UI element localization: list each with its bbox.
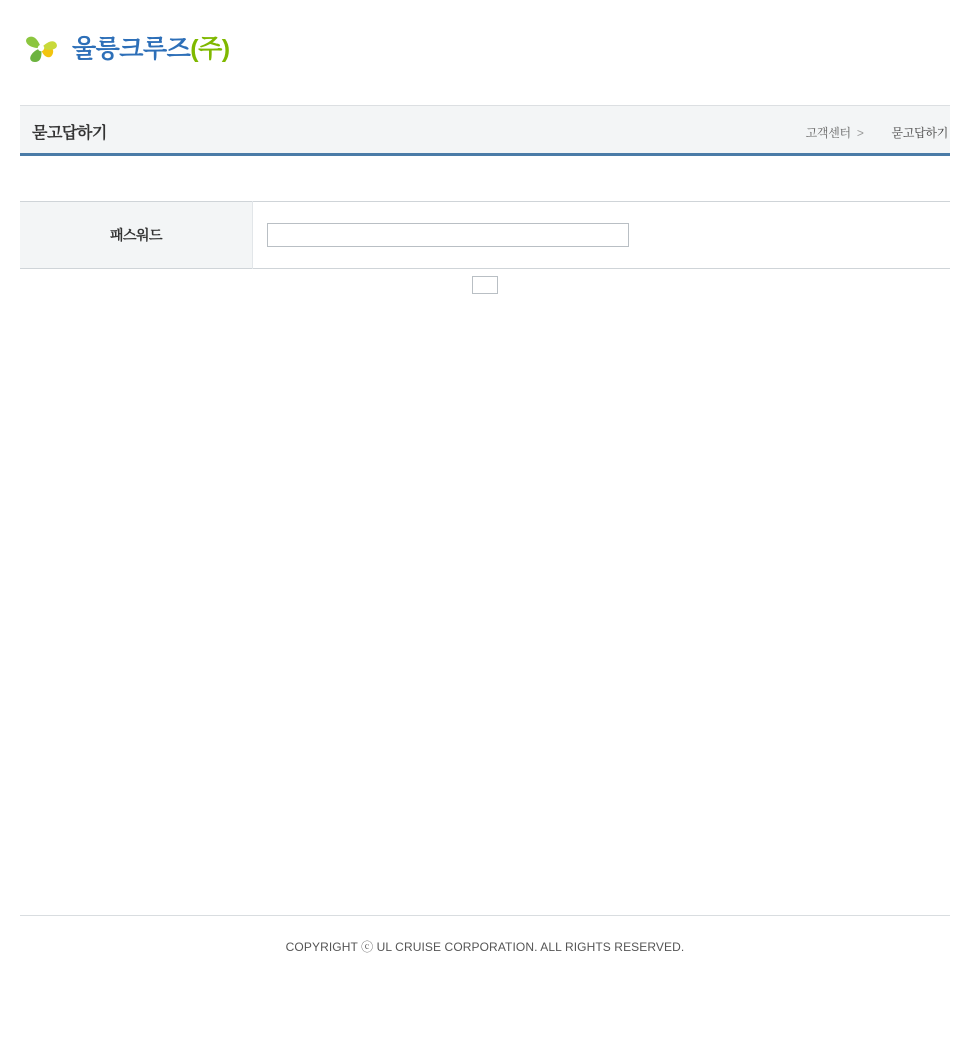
- password-field-cell: [253, 202, 951, 269]
- breadcrumb-parent[interactable]: 고객센터: [805, 126, 851, 140]
- breadcrumb-separator-icon: >: [856, 125, 864, 140]
- page-title-bar: [20, 105, 950, 156]
- logo-text-secondary: (주): [190, 34, 230, 63]
- breadcrumb: [806, 124, 948, 141]
- table-row: [20, 202, 950, 269]
- password-input[interactable]: [267, 223, 629, 247]
- main-content: [20, 156, 950, 294]
- site-header: [0, 0, 970, 105]
- form-actions: [20, 276, 950, 294]
- password-form-table: [20, 201, 950, 269]
- copyright-text: COPYRIGHT ⓒ UL CRUISE CORPORATION. ALL RIGHTS RESERVED.: [285, 940, 685, 954]
- site-logo[interactable]: [20, 28, 230, 70]
- pinwheel-flower-logo-icon: [20, 28, 62, 70]
- password-label: 패스워드: [20, 202, 253, 269]
- logo-wordmark: [72, 34, 230, 63]
- logo-text-primary: 울릉크루즈: [72, 34, 191, 63]
- confirm-button[interactable]: [472, 276, 498, 294]
- page-title: 묻고답하기: [32, 125, 107, 142]
- breadcrumb-current: 묻고답하기: [891, 126, 948, 140]
- site-footer: [20, 915, 950, 955]
